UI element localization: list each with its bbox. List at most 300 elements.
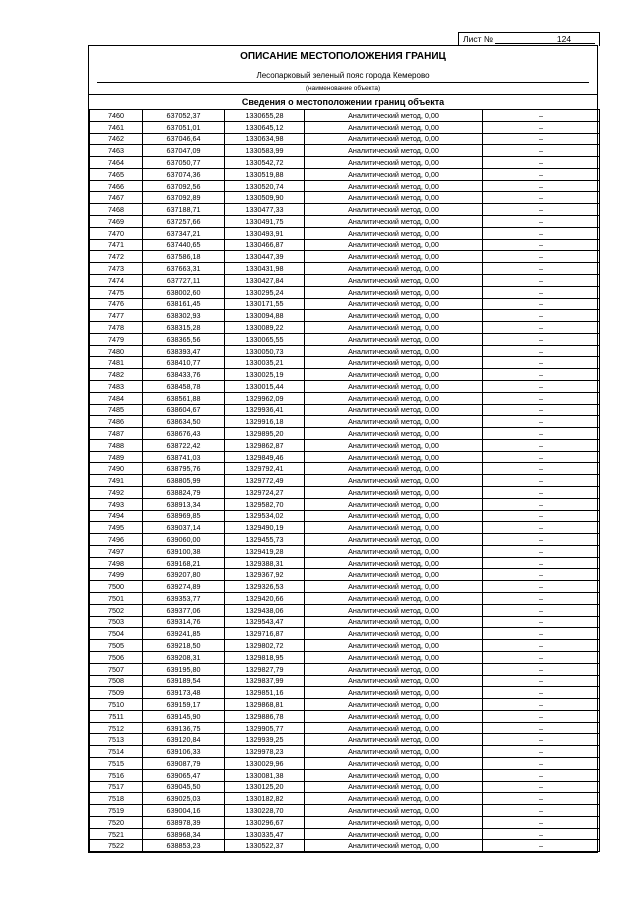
y-coordinate-cell: 1330491,75 [225, 216, 305, 228]
dash-cell: – [483, 675, 600, 687]
table-row [90, 687, 600, 699]
method-cell: Аналитический метод, 0,00 [305, 192, 483, 204]
document-title: ОПИСАНИЕ МЕСТОПОЛОЖЕНИЯ ГРАНИЦ [240, 51, 446, 62]
table-row [90, 357, 600, 369]
dash-cell: – [483, 110, 600, 122]
x-coordinate-cell: 637052,37 [143, 110, 225, 122]
dash-cell: – [483, 663, 600, 675]
y-coordinate-cell: 1330509,90 [225, 192, 305, 204]
dash-cell: – [483, 369, 600, 381]
method-cell: Аналитический метод, 0,00 [305, 451, 483, 463]
table-row [90, 545, 600, 557]
method-cell: Аналитический метод, 0,00 [305, 357, 483, 369]
method-cell: Аналитический метод, 0,00 [305, 710, 483, 722]
dash-cell: – [483, 404, 600, 416]
point-number-cell: 7473 [90, 263, 143, 275]
table-row [90, 557, 600, 569]
method-cell: Аналитический метод, 0,00 [305, 675, 483, 687]
method-cell: Аналитический метод, 0,00 [305, 805, 483, 817]
y-coordinate-cell: 1330522,37 [225, 840, 305, 852]
y-coordinate-cell: 1329916,18 [225, 416, 305, 428]
point-number-cell: 7466 [90, 180, 143, 192]
x-coordinate-cell: 639173,48 [143, 687, 225, 699]
point-number-cell: 7489 [90, 451, 143, 463]
point-number-cell: 7488 [90, 439, 143, 451]
y-coordinate-cell: 1329419,28 [225, 545, 305, 557]
table-row [90, 628, 600, 640]
dash-cell: – [483, 380, 600, 392]
method-cell: Аналитический метод, 0,00 [305, 298, 483, 310]
y-coordinate-cell: 1330050,73 [225, 345, 305, 357]
dash-cell: – [483, 805, 600, 817]
dash-cell: – [483, 710, 600, 722]
point-number-cell: 7478 [90, 322, 143, 334]
table-row [90, 168, 600, 180]
table-row [90, 416, 600, 428]
table-row [90, 569, 600, 581]
y-coordinate-cell: 1329868,81 [225, 699, 305, 711]
x-coordinate-cell: 638913,34 [143, 498, 225, 510]
table-row [90, 581, 600, 593]
dash-cell: – [483, 616, 600, 628]
dash-cell: – [483, 828, 600, 840]
y-coordinate-cell: 1330427,84 [225, 274, 305, 286]
table-row [90, 710, 600, 722]
dash-cell: – [483, 510, 600, 522]
y-coordinate-cell: 1330493,91 [225, 227, 305, 239]
y-coordinate-cell: 1329802,72 [225, 640, 305, 652]
x-coordinate-cell: 638002,60 [143, 286, 225, 298]
dash-cell: – [483, 439, 600, 451]
x-coordinate-cell: 637092,89 [143, 192, 225, 204]
point-number-cell: 7462 [90, 133, 143, 145]
x-coordinate-cell: 639060,00 [143, 534, 225, 546]
table-row [90, 227, 600, 239]
point-number-cell: 7502 [90, 604, 143, 616]
method-cell: Аналитический метод, 0,00 [305, 816, 483, 828]
table-row [90, 593, 600, 605]
x-coordinate-cell: 637663,31 [143, 263, 225, 275]
method-cell: Аналитический метод, 0,00 [305, 333, 483, 345]
x-coordinate-cell: 639136,75 [143, 722, 225, 734]
point-number-cell: 7460 [90, 110, 143, 122]
method-cell: Аналитический метод, 0,00 [305, 157, 483, 169]
dash-cell: – [483, 121, 600, 133]
y-coordinate-cell: 1329862,87 [225, 439, 305, 451]
y-coordinate-cell: 1330466,87 [225, 239, 305, 251]
y-coordinate-cell: 1330296,67 [225, 816, 305, 828]
x-coordinate-cell: 638741,03 [143, 451, 225, 463]
y-coordinate-cell: 1330171,55 [225, 298, 305, 310]
x-coordinate-cell: 637050,77 [143, 157, 225, 169]
method-cell: Аналитический метод, 0,00 [305, 840, 483, 852]
x-coordinate-cell: 638978,39 [143, 816, 225, 828]
dash-cell: – [483, 757, 600, 769]
point-number-cell: 7520 [90, 816, 143, 828]
x-coordinate-cell: 639037,14 [143, 522, 225, 534]
table-row [90, 333, 600, 345]
table-row [90, 133, 600, 145]
point-number-cell: 7477 [90, 310, 143, 322]
method-cell: Аналитический метод, 0,00 [305, 239, 483, 251]
x-coordinate-cell: 638410,77 [143, 357, 225, 369]
method-cell: Аналитический метод, 0,00 [305, 628, 483, 640]
dash-cell: – [483, 357, 600, 369]
point-number-cell: 7519 [90, 805, 143, 817]
table-row [90, 451, 600, 463]
x-coordinate-cell: 639045,50 [143, 781, 225, 793]
point-number-cell: 7483 [90, 380, 143, 392]
method-cell: Аналитический метод, 0,00 [305, 510, 483, 522]
method-cell: Аналитический метод, 0,00 [305, 463, 483, 475]
method-cell: Аналитический метод, 0,00 [305, 475, 483, 487]
dash-cell: – [483, 593, 600, 605]
dash-cell: – [483, 746, 600, 758]
x-coordinate-cell: 637727,11 [143, 274, 225, 286]
point-number-cell: 7495 [90, 522, 143, 534]
table-row [90, 121, 600, 133]
coordinates-table-body [90, 110, 600, 852]
table-row [90, 604, 600, 616]
method-cell: Аналитический метод, 0,00 [305, 345, 483, 357]
method-cell: Аналитический метод, 0,00 [305, 828, 483, 840]
table-row [90, 828, 600, 840]
table-row [90, 793, 600, 805]
table-row [90, 322, 600, 334]
y-coordinate-cell: 1329724,27 [225, 487, 305, 499]
method-cell: Аналитический метод, 0,00 [305, 781, 483, 793]
boundary-description-form [88, 45, 598, 853]
method-cell: Аналитический метод, 0,00 [305, 380, 483, 392]
dash-cell: – [483, 769, 600, 781]
x-coordinate-cell: 638969,85 [143, 510, 225, 522]
table-row [90, 110, 600, 122]
point-number-cell: 7513 [90, 734, 143, 746]
x-coordinate-cell: 638161,45 [143, 298, 225, 310]
table-row [90, 475, 600, 487]
table-row [90, 157, 600, 169]
x-coordinate-cell: 639218,50 [143, 640, 225, 652]
y-coordinate-cell: 1329772,49 [225, 475, 305, 487]
y-coordinate-cell: 1330583,99 [225, 145, 305, 157]
point-number-cell: 7492 [90, 487, 143, 499]
x-coordinate-cell: 637347,21 [143, 227, 225, 239]
point-number-cell: 7517 [90, 781, 143, 793]
table-row [90, 699, 600, 711]
point-number-cell: 7469 [90, 216, 143, 228]
x-coordinate-cell: 639065,47 [143, 769, 225, 781]
y-coordinate-cell: 1329792,41 [225, 463, 305, 475]
method-cell: Аналитический метод, 0,00 [305, 428, 483, 440]
point-number-cell: 7498 [90, 557, 143, 569]
method-cell: Аналитический метод, 0,00 [305, 263, 483, 275]
y-coordinate-cell: 1329895,20 [225, 428, 305, 440]
y-coordinate-cell: 1330295,24 [225, 286, 305, 298]
table-row [90, 404, 600, 416]
x-coordinate-cell: 639145,90 [143, 710, 225, 722]
dash-cell: – [483, 345, 600, 357]
x-coordinate-cell: 639208,31 [143, 651, 225, 663]
dash-cell: – [483, 569, 600, 581]
x-coordinate-cell: 638315,28 [143, 322, 225, 334]
point-number-cell: 7515 [90, 757, 143, 769]
y-coordinate-cell: 1329978,23 [225, 746, 305, 758]
y-coordinate-cell: 1329438,06 [225, 604, 305, 616]
method-cell: Аналитический метод, 0,00 [305, 204, 483, 216]
point-number-cell: 7494 [90, 510, 143, 522]
method-cell: Аналитический метод, 0,00 [305, 757, 483, 769]
method-cell: Аналитический метод, 0,00 [305, 498, 483, 510]
y-coordinate-cell: 1330065,55 [225, 333, 305, 345]
sheet-number-box [458, 32, 600, 46]
x-coordinate-cell: 638634,50 [143, 416, 225, 428]
point-number-cell: 7463 [90, 145, 143, 157]
point-number-cell: 7471 [90, 239, 143, 251]
table-row [90, 816, 600, 828]
x-coordinate-cell: 639377,06 [143, 604, 225, 616]
y-coordinate-cell: 1330025,19 [225, 369, 305, 381]
x-coordinate-cell: 638676,43 [143, 428, 225, 440]
point-number-cell: 7514 [90, 746, 143, 758]
table-row [90, 180, 600, 192]
method-cell: Аналитический метод, 0,00 [305, 487, 483, 499]
table-row [90, 805, 600, 817]
y-coordinate-cell: 1329962,09 [225, 392, 305, 404]
y-coordinate-cell: 1330015,44 [225, 380, 305, 392]
point-number-cell: 7516 [90, 769, 143, 781]
table-row [90, 145, 600, 157]
table-row [90, 734, 600, 746]
method-cell: Аналитический метод, 0,00 [305, 216, 483, 228]
dash-cell: – [483, 687, 600, 699]
y-coordinate-cell: 1330655,28 [225, 110, 305, 122]
table-row [90, 640, 600, 652]
point-number-cell: 7518 [90, 793, 143, 805]
point-number-cell: 7476 [90, 298, 143, 310]
method-cell: Аналитический метод, 0,00 [305, 746, 483, 758]
dash-cell: – [483, 722, 600, 734]
table-row [90, 298, 600, 310]
table-row [90, 345, 600, 357]
table-row [90, 463, 600, 475]
table-row [90, 522, 600, 534]
x-coordinate-cell: 639168,21 [143, 557, 225, 569]
point-number-cell: 7470 [90, 227, 143, 239]
y-coordinate-cell: 1329905,77 [225, 722, 305, 734]
y-coordinate-cell: 1330447,39 [225, 251, 305, 263]
x-coordinate-cell: 637074,36 [143, 168, 225, 180]
table-row [90, 192, 600, 204]
y-coordinate-cell: 1330228,70 [225, 805, 305, 817]
y-coordinate-cell: 1330634,98 [225, 133, 305, 145]
x-coordinate-cell: 638561,88 [143, 392, 225, 404]
point-number-cell: 7467 [90, 192, 143, 204]
method-cell: Аналитический метод, 0,00 [305, 286, 483, 298]
point-number-cell: 7491 [90, 475, 143, 487]
table-row [90, 428, 600, 440]
method-cell: Аналитический метод, 0,00 [305, 310, 483, 322]
point-number-cell: 7465 [90, 168, 143, 180]
dash-cell: – [483, 392, 600, 404]
method-cell: Аналитический метод, 0,00 [305, 734, 483, 746]
y-coordinate-cell: 1330477,33 [225, 204, 305, 216]
table-row [90, 781, 600, 793]
table-row [90, 380, 600, 392]
dash-cell: – [483, 192, 600, 204]
point-number-cell: 7461 [90, 121, 143, 133]
point-number-cell: 7493 [90, 498, 143, 510]
point-number-cell: 7503 [90, 616, 143, 628]
sheet-label: Лист № [463, 34, 493, 44]
y-coordinate-cell: 1329716,87 [225, 628, 305, 640]
table-row [90, 498, 600, 510]
x-coordinate-cell: 638302,93 [143, 310, 225, 322]
table-row [90, 487, 600, 499]
y-coordinate-cell: 1329818,95 [225, 651, 305, 663]
sheet-number: 124 [556, 34, 572, 44]
dash-cell: – [483, 310, 600, 322]
x-coordinate-cell: 638795,76 [143, 463, 225, 475]
x-coordinate-cell: 638805,99 [143, 475, 225, 487]
table-row [90, 286, 600, 298]
y-coordinate-cell: 1329490,19 [225, 522, 305, 534]
x-coordinate-cell: 638604,67 [143, 404, 225, 416]
dash-cell: – [483, 534, 600, 546]
y-coordinate-cell: 1330125,20 [225, 781, 305, 793]
table-row [90, 746, 600, 758]
dash-cell: – [483, 604, 600, 616]
method-cell: Аналитический метод, 0,00 [305, 404, 483, 416]
x-coordinate-cell: 637051,01 [143, 121, 225, 133]
point-number-cell: 7474 [90, 274, 143, 286]
table-row [90, 722, 600, 734]
dash-cell: – [483, 274, 600, 286]
y-coordinate-cell: 1330335,47 [225, 828, 305, 840]
point-number-cell: 7496 [90, 534, 143, 546]
dash-cell: – [483, 428, 600, 440]
x-coordinate-cell: 638458,78 [143, 380, 225, 392]
dash-cell: – [483, 816, 600, 828]
dash-cell: – [483, 781, 600, 793]
y-coordinate-cell: 1329455,73 [225, 534, 305, 546]
table-row [90, 651, 600, 663]
object-name-caption: (наименование объекта) [89, 83, 597, 95]
table-row [90, 510, 600, 522]
y-coordinate-cell: 1330089,22 [225, 322, 305, 334]
object-name-underline [97, 82, 589, 83]
y-coordinate-cell: 1329886,78 [225, 710, 305, 722]
method-cell: Аналитический метод, 0,00 [305, 545, 483, 557]
object-name-row [89, 68, 597, 83]
dash-cell: – [483, 840, 600, 852]
dash-cell: – [483, 581, 600, 593]
x-coordinate-cell: 638968,34 [143, 828, 225, 840]
point-number-cell: 7475 [90, 286, 143, 298]
point-number-cell: 7484 [90, 392, 143, 404]
x-coordinate-cell: 637092,56 [143, 180, 225, 192]
x-coordinate-cell: 639353,77 [143, 593, 225, 605]
dash-cell: – [483, 322, 600, 334]
point-number-cell: 7472 [90, 251, 143, 263]
y-coordinate-cell: 1330542,72 [225, 157, 305, 169]
dash-cell: – [483, 545, 600, 557]
y-coordinate-cell: 1330520,74 [225, 180, 305, 192]
method-cell: Аналитический метод, 0,00 [305, 793, 483, 805]
x-coordinate-cell: 637188,71 [143, 204, 225, 216]
method-cell: Аналитический метод, 0,00 [305, 687, 483, 699]
table-row [90, 840, 600, 852]
x-coordinate-cell: 639087,79 [143, 757, 225, 769]
dash-cell: – [483, 168, 600, 180]
method-cell: Аналитический метод, 0,00 [305, 251, 483, 263]
point-number-cell: 7490 [90, 463, 143, 475]
method-cell: Аналитический метод, 0,00 [305, 439, 483, 451]
point-number-cell: 7501 [90, 593, 143, 605]
dash-cell: – [483, 557, 600, 569]
dash-cell: – [483, 227, 600, 239]
table-row [90, 616, 600, 628]
method-cell: Аналитический метод, 0,00 [305, 416, 483, 428]
x-coordinate-cell: 638853,23 [143, 840, 225, 852]
x-coordinate-cell: 637047,09 [143, 145, 225, 157]
dash-cell: – [483, 699, 600, 711]
method-cell: Аналитический метод, 0,00 [305, 369, 483, 381]
dash-cell: – [483, 651, 600, 663]
table-row [90, 439, 600, 451]
table-row [90, 310, 600, 322]
x-coordinate-cell: 639241,85 [143, 628, 225, 640]
method-cell: Аналитический метод, 0,00 [305, 581, 483, 593]
dash-cell: – [483, 157, 600, 169]
y-coordinate-cell: 1330519,88 [225, 168, 305, 180]
table-row [90, 757, 600, 769]
x-coordinate-cell: 639025,03 [143, 793, 225, 805]
table-row [90, 534, 600, 546]
point-number-cell: 7509 [90, 687, 143, 699]
x-coordinate-cell: 637586,18 [143, 251, 225, 263]
x-coordinate-cell: 638824,79 [143, 487, 225, 499]
point-number-cell: 7487 [90, 428, 143, 440]
y-coordinate-cell: 1329388,31 [225, 557, 305, 569]
dash-cell: – [483, 333, 600, 345]
point-number-cell: 7479 [90, 333, 143, 345]
point-number-cell: 7500 [90, 581, 143, 593]
dash-cell: – [483, 498, 600, 510]
dash-cell: – [483, 416, 600, 428]
x-coordinate-cell: 639159,17 [143, 699, 225, 711]
point-number-cell: 7481 [90, 357, 143, 369]
table-row [90, 369, 600, 381]
method-cell: Аналитический метод, 0,00 [305, 569, 483, 581]
sheet-number-underline [495, 43, 595, 44]
dash-cell: – [483, 487, 600, 499]
y-coordinate-cell: 1329420,66 [225, 593, 305, 605]
point-number-cell: 7506 [90, 651, 143, 663]
table-row [90, 663, 600, 675]
table-row [90, 204, 600, 216]
method-cell: Аналитический метод, 0,00 [305, 651, 483, 663]
method-cell: Аналитический метод, 0,00 [305, 699, 483, 711]
point-number-cell: 7464 [90, 157, 143, 169]
y-coordinate-cell: 1330094,88 [225, 310, 305, 322]
y-coordinate-cell: 1329851,16 [225, 687, 305, 699]
x-coordinate-cell: 637440,65 [143, 239, 225, 251]
method-cell: Аналитический метод, 0,00 [305, 227, 483, 239]
dash-cell: – [483, 239, 600, 251]
y-coordinate-cell: 1330029,96 [225, 757, 305, 769]
method-cell: Аналитический метод, 0,00 [305, 522, 483, 534]
y-coordinate-cell: 1330431,98 [225, 263, 305, 275]
